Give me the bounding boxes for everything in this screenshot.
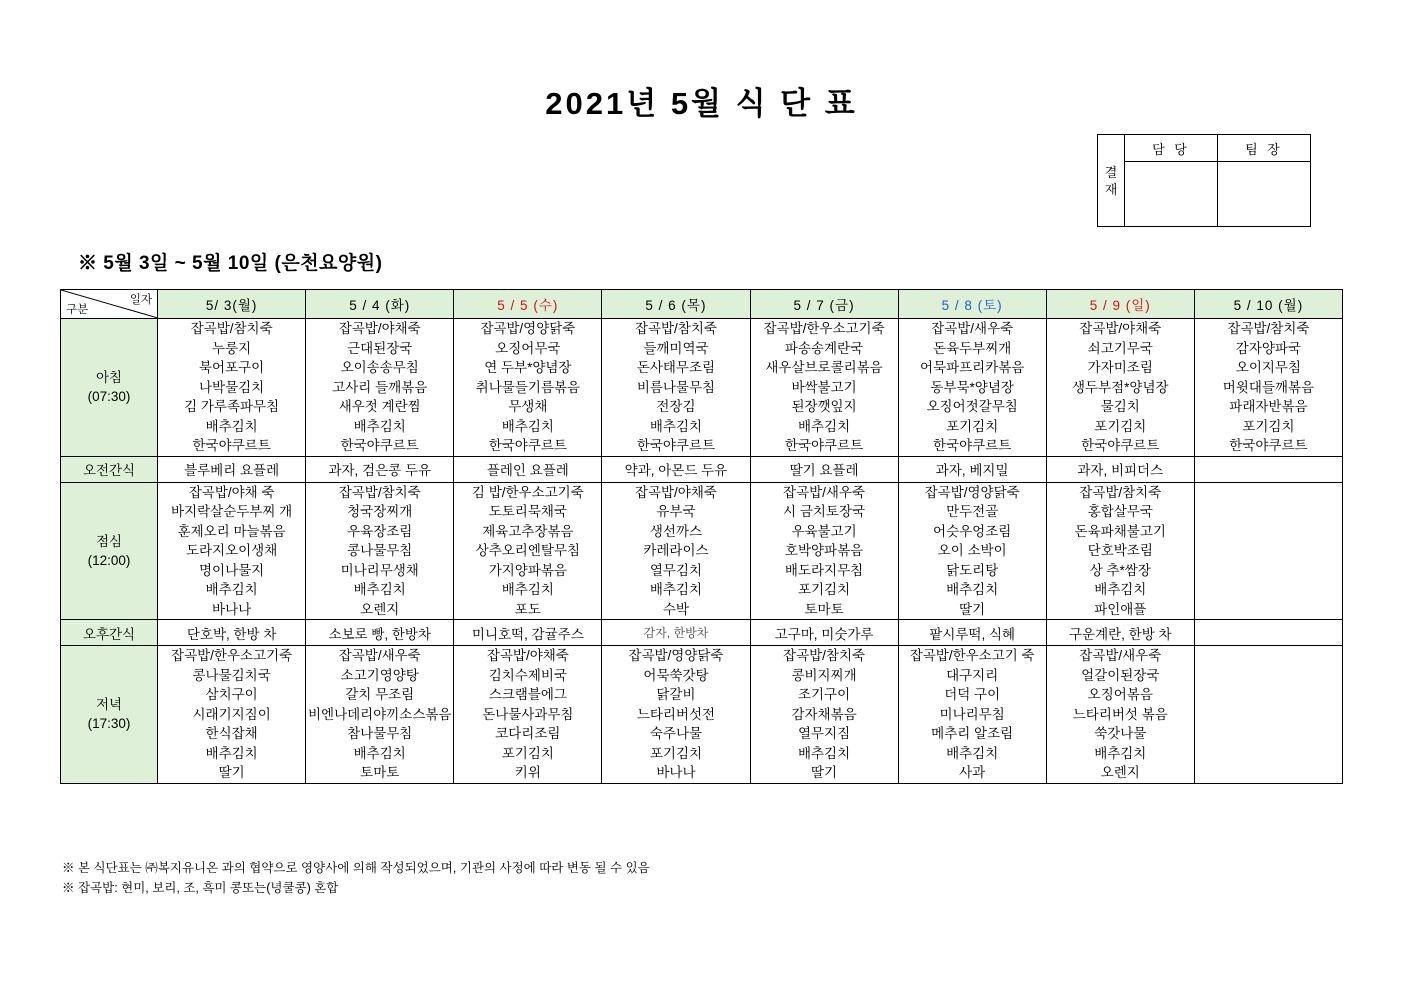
- row-label-dinner: [61, 646, 158, 784]
- menu-item: 잡곡밥/참치죽: [338, 484, 421, 500]
- approval-stamp-box: [1097, 134, 1311, 227]
- menu-item: 잡곡밥/야채죽: [338, 321, 421, 336]
- menu-item: 들깨미역국: [643, 340, 709, 356]
- row-label-lunch-name: 점심: [95, 533, 123, 549]
- menu-item: 키위: [514, 765, 541, 780]
- row-label-breakfast: [61, 319, 158, 457]
- menu-item: 포기김치: [1242, 418, 1295, 434]
- menu-item: 배추김치: [1094, 745, 1147, 761]
- menu-item: 상추오리엔탈무침: [475, 543, 580, 558]
- menu-item: 콩나물무침: [347, 543, 413, 558]
- cell-afternoon-snack-4: 고구마, 미숫가루: [750, 620, 898, 646]
- menu-item: 배추김치: [797, 745, 851, 761]
- menu-item: 새우젓 계란찜: [338, 399, 421, 414]
- cell-lunch-4: [750, 482, 898, 620]
- menu-item: 잡곡밥/참치죽: [1079, 484, 1162, 500]
- menu-item: 오이 소박이: [937, 543, 1007, 558]
- day-header-2: 5 / 5 (수): [454, 290, 602, 319]
- cell-lunch-1: [306, 482, 454, 620]
- menu-item: 조기구이: [797, 687, 851, 702]
- cell-dinner-6: [1046, 646, 1194, 784]
- menu-item: 한국야쿠르트: [1229, 438, 1308, 453]
- menu-item: 잡곡밥/새우죽: [338, 648, 421, 663]
- menu-item: 훈제오리 마늘볶음: [177, 523, 286, 539]
- cell-breakfast-0: [158, 319, 306, 457]
- menu-item: 홍합살무국: [1087, 504, 1153, 519]
- menu-item: 메추리 알조림: [931, 726, 1014, 741]
- menu-item: 명이나물지: [199, 562, 265, 578]
- menu-item: 근대된장국: [347, 340, 413, 356]
- menu-item: 파인애플: [1094, 601, 1147, 617]
- menu-item: 잡곡밥/참치죽: [783, 648, 866, 663]
- row-label-morning-snack: 오전간식: [61, 456, 158, 482]
- menu-item: 한국야쿠르트: [488, 438, 567, 453]
- row-label-breakfast-name: 아침: [95, 370, 123, 386]
- menu-item: 갈치 무조림: [345, 687, 415, 702]
- menu-item: 배추김치: [797, 418, 851, 434]
- menu-item: 배추김치: [353, 745, 406, 761]
- menu-item: 닭도리탕: [946, 562, 999, 578]
- approval-sign-manager[interactable]: [1218, 162, 1311, 227]
- menu-item: 소고기영양탕: [340, 667, 419, 683]
- menu-item: 파송송계란국: [784, 340, 864, 356]
- day-header-0: 5/ 3(월): [158, 290, 306, 319]
- menu-item: 한국야쿠르트: [340, 438, 419, 453]
- row-label-dinner-time: (17:30): [87, 716, 131, 732]
- cell-breakfast-3: [602, 319, 750, 457]
- menu-item: 시래기지짐이: [192, 706, 271, 722]
- cell-morning-snack-2: 플레인 요플레: [454, 456, 602, 482]
- cell-lunch-6: [1046, 482, 1194, 620]
- menu-item: 한식잡채: [205, 726, 258, 741]
- menu-item: 김치수제비국: [488, 667, 567, 683]
- menu-item: 딸기: [959, 601, 986, 617]
- menu-item: 우육장조림: [347, 523, 413, 539]
- menu-item: 잡곡밥/참치죽: [1227, 321, 1310, 336]
- menu-item: 감자양파국: [1235, 340, 1302, 356]
- menu-item: 한국야쿠르트: [784, 438, 864, 453]
- menu-item: 느타리버섯전: [636, 706, 716, 722]
- row-dinner: [61, 646, 1343, 784]
- menu-item: 배추김치: [946, 745, 999, 761]
- menu-item: 사과: [959, 765, 986, 780]
- period-subtitle: ※ 5월 3일 ~ 5월 10일 (은천요양원): [78, 253, 383, 274]
- menu-item: 한국야쿠르트: [1081, 438, 1160, 453]
- menu-item: 돈사태무조림: [636, 360, 716, 375]
- footnote-1: ※ 본 식단표는 ㈜복지유니온 과의 협약으로 영양사에 의해 작성되었으며, 기관의 사정에 따라 변동 될 수 있음: [62, 861, 650, 875]
- cell-dinner-4: [750, 646, 898, 784]
- cell-afternoon-snack-3: 감자, 한방차: [602, 620, 750, 646]
- menu-item: 잡곡밥/야채 죽: [188, 484, 275, 500]
- menu-item: 포기김치: [649, 745, 703, 761]
- menu-item: 취나물들기름볶음: [475, 379, 580, 395]
- footnote-2: ※ 잡곡밥: 현미, 보리, 조, 흑미 콩또는(녕쿨콩) 혼합: [62, 881, 339, 895]
- menu-item: 머윗대들깨볶음: [1222, 379, 1315, 395]
- menu-item: 김 밥/한우소고기죽: [471, 484, 584, 500]
- cell-dinner-0: [158, 646, 306, 784]
- cell-breakfast-1: [306, 319, 454, 457]
- menu-item: 도라지오이생채: [185, 543, 278, 558]
- menu-item: 새우살브로콜리볶음: [765, 360, 883, 375]
- menu-item: 딸기: [811, 765, 838, 780]
- menu-item: 토마토: [804, 601, 844, 617]
- menu-item: 잡곡밥/야채죽: [634, 484, 717, 500]
- cell-morning-snack-5: 과자, 베지밀: [898, 456, 1046, 482]
- menu-item: 딸기: [218, 765, 245, 780]
- menu-item: 배추김치: [1094, 582, 1147, 597]
- cell-morning-snack-0: 블루베리 요플레: [158, 456, 306, 482]
- menu-item: 가지양파볶음: [488, 562, 567, 578]
- menu-item: 더덕 구이: [944, 687, 1001, 702]
- menu-item: 배도라지무침: [784, 562, 864, 578]
- cell-lunch-7: [1194, 482, 1342, 620]
- menu-item: 오징어젓갈무침: [926, 399, 1018, 414]
- menu-item: 스크램블에그: [488, 687, 567, 702]
- cell-morning-snack-1: 과자, 검은콩 두유: [306, 456, 454, 482]
- menu-item: 참나물무침: [347, 726, 413, 741]
- menu-item: 오렌지: [360, 601, 400, 617]
- menu-item: 바지락살순두부찌 개: [171, 504, 293, 519]
- menu-item: 고사리 들깨볶음: [332, 379, 428, 395]
- menu-item: 우육불고기: [791, 523, 857, 539]
- cell-afternoon-snack-1: 소보로 빵, 한방차: [306, 620, 454, 646]
- menu-item: 바나나: [212, 601, 252, 617]
- approval-col-manager: 팀 장: [1218, 135, 1311, 162]
- cell-afternoon-snack-5: 팥시루떡, 식혜: [898, 620, 1046, 646]
- menu-item: 북어포구이: [199, 360, 265, 375]
- menu-item: 잡곡밥/새우죽: [783, 484, 866, 500]
- day-header-3: 5 / 6 (목): [602, 290, 750, 319]
- cell-dinner-7: [1194, 646, 1342, 784]
- menu-item: 물김치: [1100, 399, 1140, 414]
- menu-item: 된장깻잎지: [791, 399, 857, 414]
- menu-item: 대구지리: [946, 667, 999, 683]
- menu-item: 한국야쿠르트: [933, 438, 1012, 453]
- menu-item: 상 추*쌈장: [1089, 562, 1151, 578]
- menu-item: 잡곡밥/영양닭죽: [480, 321, 576, 336]
- day-header-6: 5 / 9 (일): [1046, 290, 1194, 319]
- menu-item: 배추김치: [205, 745, 258, 761]
- day-header-7: 5 / 10 (월): [1194, 290, 1342, 319]
- menu-item: 잡곡밥/영양닭죽: [628, 648, 724, 663]
- menu-item: 잡곡밥/새우죽: [931, 321, 1014, 336]
- menu-item: 감자채볶음: [791, 706, 857, 722]
- menu-item: 어묵파프리카볶음: [920, 360, 1025, 375]
- cell-morning-snack-6: 과자, 비피더스: [1046, 456, 1194, 482]
- cell-dinner-2: [454, 646, 602, 784]
- menu-item: 돈육두부찌개: [933, 340, 1012, 356]
- menu-item: 느타리버섯 볶음: [1072, 706, 1168, 722]
- row-breakfast: [61, 319, 1343, 457]
- day-header-4: 5 / 7 (금): [750, 290, 898, 319]
- menu-item: 어슷우엉조림: [933, 523, 1012, 539]
- menu-item: 비름나물무침: [636, 379, 716, 395]
- menu-item: 미나리무침: [939, 706, 1005, 722]
- menu-item: 비엔나데리야끼소스볶음: [308, 706, 452, 722]
- row-label-lunch: [61, 482, 158, 620]
- menu-table: [60, 289, 1343, 784]
- menu-item: 배추김치: [353, 582, 406, 597]
- row-label-breakfast-time: (07:30): [87, 389, 131, 405]
- menu-item: 김 가루족파무침: [184, 399, 280, 414]
- cell-afternoon-snack-6: 구운계란, 한방 차: [1046, 620, 1194, 646]
- menu-item: 토마토: [360, 765, 400, 780]
- menu-item: 콩나물김치국: [192, 667, 271, 683]
- menu-item: 열무지짐: [797, 726, 851, 741]
- cell-morning-snack-7: [1194, 456, 1342, 482]
- menu-item: 포기김치: [946, 418, 999, 434]
- cell-morning-snack-4: 딸기 요플레: [750, 456, 898, 482]
- row-label-dinner-name: 저녁: [95, 697, 123, 713]
- menu-item: 오이송송무침: [340, 360, 419, 375]
- row-morning-snack: [61, 456, 1343, 482]
- menu-item: 나박물김치: [199, 379, 265, 395]
- menu-item: 무생채: [508, 399, 548, 414]
- menu-item: 오렌지: [1100, 765, 1140, 780]
- menu-item: 코다리조림: [495, 726, 561, 741]
- menu-item: 얼갈이된장국: [1081, 667, 1160, 683]
- menu-item: 숙주나물: [649, 726, 703, 741]
- cell-afternoon-snack-2: 미니호떡, 감귤주스: [454, 620, 602, 646]
- cell-afternoon-snack-0: 단호박, 한방 차: [158, 620, 306, 646]
- cell-breakfast-7: [1194, 319, 1342, 457]
- footnotes: [62, 858, 650, 898]
- menu-item: 유부국: [656, 504, 696, 519]
- day-header-1: 5 / 4 (화): [306, 290, 454, 319]
- menu-item: 열무김치: [649, 562, 703, 578]
- table-header-row: [61, 290, 1343, 319]
- row-label-lunch-time: (12:00): [87, 552, 131, 568]
- menu-item: 가자미조림: [1087, 360, 1153, 375]
- menu-item: 잡곡밥/한우소고기 죽: [909, 648, 1035, 663]
- menu-item: 어묵쑥갓탕: [643, 667, 709, 683]
- menu-item: 누룽지: [212, 340, 252, 356]
- cell-breakfast-4: [750, 319, 898, 457]
- menu-item: 쑥갓나물: [1094, 726, 1147, 741]
- cell-lunch-5: [898, 482, 1046, 620]
- menu-item: 포기김치: [501, 745, 554, 761]
- menu-item: 삼치구이: [205, 687, 258, 702]
- corner-header: [61, 290, 158, 319]
- menu-item: 호박양파볶음: [784, 543, 864, 558]
- menu-item: 생두부점*양념장: [1072, 379, 1169, 395]
- menu-item: 오이지무침: [1235, 360, 1302, 375]
- menu-item: 포기김치: [1094, 418, 1147, 434]
- approval-col-staff: 담 당: [1125, 135, 1218, 162]
- cell-afternoon-snack-7: [1194, 620, 1342, 646]
- cell-dinner-5: [898, 646, 1046, 784]
- menu-item: 동부묵*양념장: [930, 379, 1014, 395]
- menu-item: 생선까스: [649, 523, 703, 539]
- menu-item: 잡곡밥/야채죽: [486, 648, 569, 663]
- menu-item: 카레라이스: [643, 543, 709, 558]
- menu-item: 쇠고기무국: [1087, 340, 1153, 356]
- menu-item: 잡곡밥/참치죽: [190, 321, 273, 336]
- approval-sign-staff[interactable]: [1125, 162, 1218, 227]
- menu-item: 연 두부*양념장: [484, 360, 572, 375]
- cell-dinner-1: [306, 646, 454, 784]
- day-header-5: 5 / 8 (토): [898, 290, 1046, 319]
- menu-item: 배추김치: [353, 418, 406, 434]
- menu-item: 잡곡밥/참치죽: [634, 321, 717, 336]
- menu-item: 잡곡밥/야채죽: [1079, 321, 1162, 336]
- cell-lunch-2: [454, 482, 602, 620]
- menu-item: 배추김치: [649, 582, 703, 597]
- cell-lunch-0: [158, 482, 306, 620]
- menu-item: 바싹불고기: [791, 379, 857, 395]
- menu-item: 포도: [514, 601, 541, 617]
- menu-item: 잡곡밥/새우죽: [1079, 648, 1162, 663]
- menu-item: 수박: [662, 601, 689, 617]
- cell-lunch-3: [602, 482, 750, 620]
- menu-item: 미나리무생채: [340, 562, 419, 578]
- menu-item: 한국야쿠르트: [192, 438, 271, 453]
- menu-item: 시 금치토장국: [783, 504, 866, 519]
- menu-item: 청국장찌개: [347, 504, 413, 519]
- row-lunch: [61, 482, 1343, 620]
- menu-item: 만두전골: [946, 504, 999, 519]
- menu-item: 잡곡밥/영양닭죽: [924, 484, 1020, 500]
- cell-dinner-3: [602, 646, 750, 784]
- menu-item: 배추김치: [946, 582, 999, 597]
- menu-item: 오징어무국: [495, 340, 561, 356]
- menu-item: 콩비지찌개: [791, 667, 857, 683]
- menu-item: 닭갈비: [656, 687, 696, 702]
- menu-item: 포기김치: [797, 582, 851, 597]
- corner-label-division: 구분: [66, 304, 89, 316]
- menu-item: 도토리묵채국: [488, 504, 567, 519]
- row-label-afternoon-snack: 오후간식: [61, 620, 158, 646]
- cell-breakfast-6: [1046, 319, 1194, 457]
- menu-item: 배추김치: [205, 418, 258, 434]
- menu-item: 돈나물사과무침: [482, 706, 574, 722]
- page-title: 2021년 5월 식 단 표: [545, 86, 858, 121]
- menu-item: 배추김치: [649, 418, 703, 434]
- menu-item: 오징어볶음: [1087, 687, 1153, 702]
- corner-label-date: 일자: [129, 294, 153, 306]
- menu-item: 잡곡밥/한우소고기죽: [763, 321, 885, 336]
- menu-item: 배추김치: [205, 582, 258, 597]
- menu-item: 단호박조림: [1087, 543, 1153, 558]
- menu-item: 파래자반볶음: [1229, 399, 1308, 414]
- approval-label: 결 재: [1098, 135, 1125, 227]
- menu-item: 배추김치: [501, 418, 554, 434]
- menu-item: 배추김치: [501, 582, 554, 597]
- cell-breakfast-2: [454, 319, 602, 457]
- menu-item: 한국야쿠르트: [636, 438, 716, 453]
- cell-breakfast-5: [898, 319, 1046, 457]
- cell-morning-snack-3: 약과, 아몬드 두유: [602, 456, 750, 482]
- menu-item: 바나나: [656, 765, 696, 780]
- menu-item: 제육고추장볶음: [482, 523, 574, 539]
- menu-item: 잡곡밥/한우소고기죽: [171, 648, 293, 663]
- row-afternoon-snack: [61, 620, 1343, 646]
- menu-item: 전장김: [656, 399, 696, 414]
- menu-item: 돈육파채불고기: [1074, 523, 1166, 539]
